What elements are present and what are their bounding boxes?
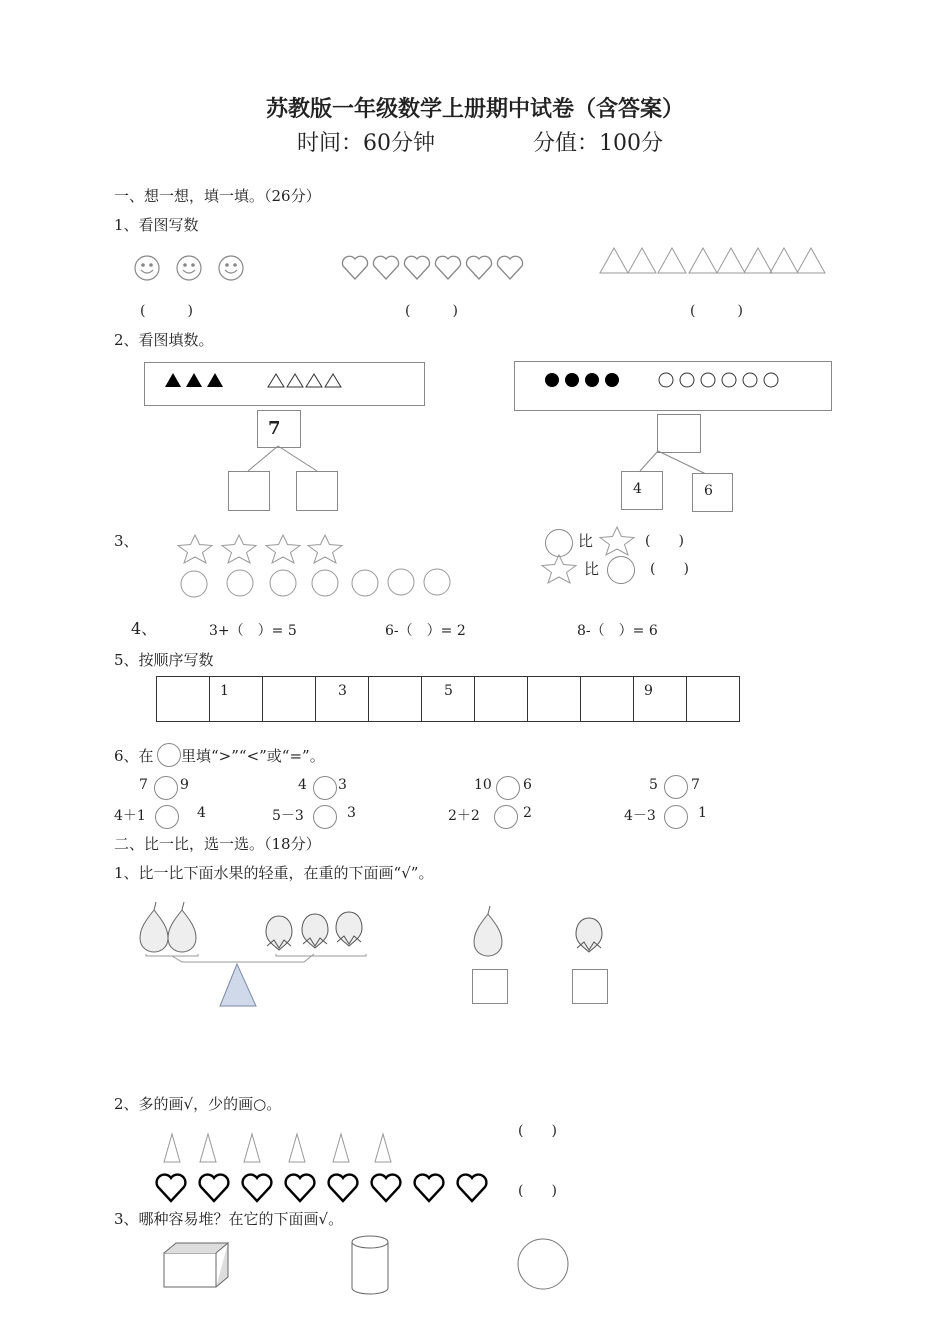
star-icon [222, 535, 256, 563]
circle-icon [352, 570, 378, 596]
triangle-icon [628, 248, 656, 273]
answer-blank[interactable]: ( ) [405, 303, 458, 319]
heart-icon [329, 1175, 358, 1201]
cone-icon [200, 1134, 216, 1162]
check-box[interactable] [572, 969, 608, 1004]
triangle-icon [744, 248, 772, 273]
filled-circle-icon [545, 373, 559, 387]
q1-label: 1、看图写数 [114, 216, 199, 234]
compare-left: 5 [649, 777, 658, 793]
circle-icon [545, 529, 573, 557]
triangle-icon [287, 374, 303, 387]
time-limit: 时间：60分钟 [297, 131, 435, 156]
sequence-cell: 5 [422, 677, 475, 722]
heart-icon [372, 1175, 401, 1201]
smiley-icon [135, 256, 159, 280]
circle-icon [743, 373, 757, 387]
star-row [176, 534, 346, 564]
filled-triangle-icon [207, 373, 223, 387]
outline-triangles [600, 246, 830, 276]
compare-right: 3 [338, 777, 347, 793]
strawberry-icon [266, 916, 292, 950]
compare-circle[interactable] [664, 775, 688, 799]
answer-box[interactable] [228, 471, 270, 511]
star-icon [598, 526, 638, 556]
compare-left: 4 [298, 777, 307, 793]
compare-right: 6 [523, 777, 532, 793]
pear-icon [140, 902, 168, 952]
heart-icon [458, 1175, 487, 1201]
circle-icon [227, 570, 253, 596]
q3-label: 3、 [114, 532, 139, 550]
star-icon [266, 535, 300, 563]
triangle-icon [658, 248, 686, 273]
heart-icon [435, 256, 460, 279]
answer-blank[interactable]: ( ) [645, 533, 684, 549]
triangle-icon [600, 248, 628, 273]
sequence-cell[interactable] [475, 677, 528, 722]
answer-blank[interactable]: ( ) [518, 1123, 557, 1139]
circle-icon [680, 373, 694, 387]
triangle-row [165, 372, 365, 392]
sequence-cell[interactable] [157, 677, 210, 722]
compare-circle[interactable] [496, 776, 520, 800]
cone-icon [244, 1134, 260, 1162]
p2-q2-label: 2、多的画√，少的画○。 [114, 1095, 282, 1113]
outline-hearts [340, 253, 530, 283]
heart-icon [243, 1175, 272, 1201]
filled-triangle-icon [165, 373, 181, 387]
cone-icon [375, 1134, 391, 1162]
heart-icon [286, 1175, 315, 1201]
answer-box[interactable] [296, 471, 338, 511]
filled-triangle-icon [186, 373, 202, 387]
compare-circle[interactable] [494, 805, 518, 829]
compare-left: 4－3 [624, 808, 656, 824]
q6-label-prefix: 6、在 [114, 747, 154, 765]
answer-blank[interactable]: ( ) [518, 1183, 557, 1199]
pear-icon [470, 902, 506, 958]
heart-icon [415, 1175, 444, 1201]
compare-circle[interactable] [664, 805, 688, 829]
p2-q3-label: 3、哪种容易堆？在它的下面画√。 [114, 1210, 344, 1228]
circle-icon [181, 571, 207, 597]
compare-right: 7 [691, 777, 700, 793]
check-box[interactable] [472, 969, 508, 1004]
sequence-table [156, 676, 740, 722]
strawberry-icon [574, 914, 610, 960]
answer-blank[interactable]: ( ) [140, 303, 193, 319]
sequence-cell[interactable] [263, 677, 316, 722]
page-title: 苏教版一年级数学上册期中试卷（含答案） [265, 96, 684, 122]
triangle-fulcrum [220, 964, 256, 1006]
cylinder-icon [350, 1233, 394, 1297]
sequence-cell[interactable] [687, 677, 740, 722]
cone-icon [289, 1134, 305, 1162]
cuboid-icon [160, 1235, 240, 1291]
answer-blank[interactable]: ( ) [650, 561, 689, 577]
heart-icon [497, 256, 522, 279]
triangle-icon [689, 248, 717, 273]
balance-scale [136, 898, 376, 1010]
heart-icon [157, 1175, 186, 1201]
sequence-cell: 9 [634, 677, 687, 722]
compare-circle[interactable] [313, 805, 337, 829]
strawberry-icon [302, 914, 328, 948]
compare-left: 7 [139, 777, 148, 793]
sequence-cell[interactable] [528, 677, 581, 722]
heart-icon [200, 1175, 229, 1201]
sequence-cell: 3 [316, 677, 369, 722]
p2-q1-label: 1、比一比下面水果的轻重，在重的下面画“√”。 [114, 864, 434, 882]
cone-icon [164, 1134, 180, 1162]
q2-label: 2、看图填数。 [114, 331, 214, 349]
triangle-icon [797, 248, 825, 273]
cone-row [162, 1133, 402, 1165]
number-top: 7 [268, 418, 281, 439]
compare-circle[interactable] [154, 776, 178, 800]
compare-left: 4＋1 [114, 808, 146, 824]
part1-heading: 一、想一想，填一填。（26分） [114, 187, 321, 205]
sequence-cell[interactable] [581, 677, 634, 722]
star-icon [178, 535, 212, 563]
circle-icon [312, 570, 338, 596]
triangle-icon [770, 248, 798, 273]
heart-icon [373, 256, 398, 279]
answer-box[interactable] [657, 414, 701, 453]
sphere-icon [516, 1236, 572, 1292]
compare-circle[interactable] [155, 805, 179, 829]
compare-right: 1 [698, 805, 707, 821]
star-icon [308, 535, 342, 563]
number-right: 6 [704, 483, 713, 499]
filled-circle-icon [565, 373, 579, 387]
bold-hearts [155, 1172, 495, 1206]
smiley-icon [177, 256, 201, 280]
circle-icon [270, 570, 296, 596]
heart-icon [466, 256, 491, 279]
circle-icon [701, 373, 715, 387]
number-left: 4 [633, 481, 642, 497]
number-box-left [621, 471, 663, 510]
filled-circle-icon [585, 373, 599, 387]
triangle-icon [325, 374, 341, 387]
triangle-icon [268, 374, 284, 387]
compare-circle[interactable] [313, 776, 337, 800]
compare-left: 5－3 [272, 808, 304, 824]
circle-row [544, 371, 794, 391]
q5-label: 5、按顺序写数 [114, 651, 214, 669]
triangle-icon [717, 248, 745, 273]
compare-right: 2 [523, 805, 532, 821]
circle-icon [722, 373, 736, 387]
circle-icon [424, 569, 450, 595]
heart-icon [342, 256, 367, 279]
total-score: 分值：100分 [533, 131, 663, 156]
q6-label-suffix: 里填“>”“<”或“=”。 [181, 747, 325, 765]
star-icon [540, 554, 580, 584]
equation[interactable]: 3+（ ）= 5 [209, 623, 297, 639]
part2-heading: 二、比一比，选一选。（18分） [114, 835, 321, 853]
pear-icon [168, 902, 196, 952]
filled-circle-icon [605, 373, 619, 387]
equation[interactable]: 8-（ ）= 6 [577, 623, 658, 639]
q4-label: 4、 [131, 619, 158, 638]
smiley-faces [133, 254, 253, 284]
equation[interactable]: 6-（ ）= 2 [385, 623, 466, 639]
compare-left: 2＋2 [448, 808, 480, 824]
circle-icon [659, 373, 673, 387]
strawberry-icon [336, 912, 362, 946]
heart-icon [404, 256, 429, 279]
circle-icon [388, 569, 414, 595]
sequence-cell: 1 [210, 677, 263, 722]
compare-left: 10 [474, 777, 492, 793]
cone-icon [333, 1134, 349, 1162]
triangle-icon [306, 374, 322, 387]
circle-icon [157, 743, 181, 767]
compare-right: 4 [197, 805, 206, 821]
circle-icon [607, 556, 635, 584]
compare-word: 比 [584, 560, 600, 578]
circle-icon [764, 373, 778, 387]
circle-row-outline [178, 569, 458, 599]
compare-right: 3 [347, 805, 356, 821]
sequence-cell[interactable] [369, 677, 422, 722]
smiley-icon [219, 256, 243, 280]
compare-word: 比 [578, 532, 594, 550]
compare-right: 9 [180, 777, 189, 793]
answer-blank[interactable]: ( ) [690, 303, 743, 319]
